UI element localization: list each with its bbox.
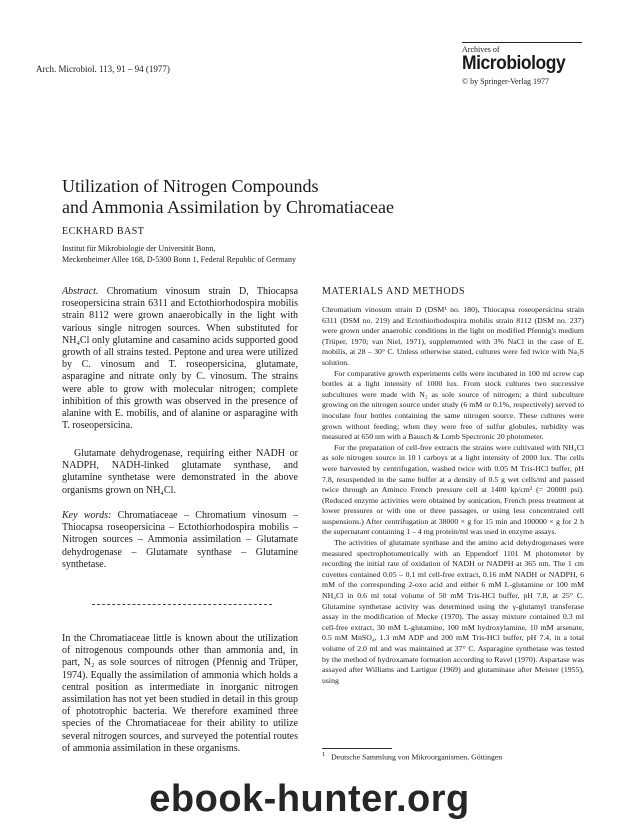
- copyright-notice: © by Springer-Verlag 1977: [462, 77, 550, 86]
- introduction: [62, 633, 298, 755]
- author-affiliation: [62, 243, 362, 265]
- title-line-1: Utilization of Nitrogen Compounds: [62, 176, 319, 196]
- footnote: [322, 751, 502, 762]
- keywords-label: Key words:: [62, 510, 112, 521]
- keywords-text: Chromatiaceae – Chromatium vinosum – Thiocapsa roseopersicina – Ectothiorhodospira mobilis – Nitrogen sources – Ammonia assimilation – Glutamate dehydrogenase – Glutamate synthase – Glutamine synthetase.: [62, 510, 298, 570]
- footnote-marker: 1: [322, 751, 326, 758]
- journal-logo: Microbiology: [462, 53, 566, 74]
- abstract-paragraph-1: Chromatium vinosum strain D, Thiocapsa roseopersicina strain 6311 and Ectothiorhodospira mobilis strain 8112 were grown anaerobically in the light with various single nitrogen sources. When substituted for NH₄Cl only glutamine and casamino acids supported good growth of all strains tested. Peptone and urea were utilized by C. vinosum and T. roseopersicina, glutamate, asparagine and nitrate only by C. vinosum. The strains were able to grow with molecular nitrogen; complete inhibition of this growth was observed in the presence of alanine with E. mobilis, and of alanine or asparagine with T. roseopersicina.: [62, 286, 299, 432]
- abstract-continued: [62, 448, 298, 497]
- journal-citation: Arch. Microbiol. 113, 91 – 94 (1977): [36, 64, 170, 74]
- abstract: [62, 286, 298, 432]
- keywords: [62, 510, 298, 571]
- introduction-paragraph: In the Chromatiaceae little is known about the utilization of nitrogenous compounds other than ammonia and, in part, N₂ as sole sources of nitrogen (Pfennig and Trüper, 1974). Equally the assimilation of ammonia which holds a central position as intermediate in inorganic nitrogen assimilation has not yet been studied in detail in this group of phototrophic bacteria. We therefore examined three species of the Chromatiaceae for their ability to utilize several nitrogen sources, and surveyed the potential routes of ammonia assimilation in these organisms.: [62, 633, 298, 754]
- methods-paragraph-2: For comparative growth experiments cells were incubated in 100 ml screw cap bottles at a light intensity of 1000 lux. From stock cultures two successive subcultures were made with N₂ as sole source of nitrogen; a third subculture growing on the nitrogen source under study (6 mM or 0.1%, respectively) served to inoculate four bottles containing the same nitrogen source. These cultures were grown without feeding; when they were free of sulfur globules, turbidity was measured at 650 nm with a Bausch & Lomb Spectronic 20 photometer.: [322, 368, 584, 442]
- journal-prefix: Archives of: [462, 45, 500, 54]
- author-name: ECKHARD BAST: [62, 226, 145, 237]
- abstract-label: Abstract.: [62, 286, 99, 297]
- methods-body: [322, 305, 584, 686]
- affiliation-line-2: Meckenheimer Allee 168, D-5300 Bonn 1, Federal Republic of Germany: [62, 255, 296, 264]
- section-heading: MATERIALS AND METHODS: [322, 286, 466, 297]
- footnote-rule: [322, 748, 392, 749]
- watermark: ebook-hunter.org: [149, 778, 470, 820]
- methods-paragraph-1: Chromatium vinosum strain D (DSM¹ no. 180), Thiocapsa roseopersicina strain 6311 (DSM no. 219) and Ectothiorhodospira mobilis strain 8112 (DSM no. 237) were grown under anaerobic conditions in the light on modified Pfennig's medium (Trüper, 1970; van Niel, 1971), supplemented with 3% NaCl in the case of E. mobilis, at 28 – 30° C. Unless otherwise stated, cultures were fed twice with Na₂S solution.: [322, 305, 584, 367]
- affiliation-line-1: Institut für Mikrobiologie der Universität Bonn,: [62, 244, 216, 253]
- methods-paragraph-4: The activities of glutamate synthase and the amino acid dehydrogenases were measured spectrophotometrically with an Eppendorf 1101 M photometer by recording the initial rate of oxidation of NADH or NADPH at 365 nm. The 1 cm cuvettes contained 0.05 – 0.1 ml cell-free extract, 0.16 mM NADH or NADPH, 6 mM of the corresponding 2-oxo acid and either 6 mM L-glutamine or 100 mM NH₄Cl in 0.6 ml total volume of 50 mM Tris-HCl buffer, pH 7.8, at 25° C. Glutamine synthetase activity was determined using the γ-glutamyl transferase assay in the modification of Mecke (1970). The assay mixture contained 0.3 ml cell-free extract, 30 mM L-glutamine, 100 mM hydroxylamine, 10 mM arsenate, 0.5 mM MnSO₄, 1.3 mM ADP and 200 mM Tris-HCl buffer, pH 7.4, in a total volume of 2.0 ml and was maintained at 37° C. Asparagine synthetase was tested by the method of hydroxamate formation according to Ravel (1970). Aspartase was assayed after Williams and Lartigue (1969) and glutaminase after Meister (1955), using: [322, 538, 584, 685]
- methods-paragraph-3: For the preparation of cell-free extracts the strains were cultivated with NH₄Cl as sole nitrogen source in 10 l carboys at a light intensity of 2000 lux. The cells were harvested by centrifugation, washed twice with 0.05 M Tris-HCl buffer, pH 7.8, resuspended in the same buffer at a density of 0.5 g wet cells/ml and passed twice through an Aminco French pressure cell at 1400 kp/cm² (= 20000 psi). (Reduced enzyme activities were obtained by sonication, French press treatment at lower pressures or with one or three passages, or using less concentrated cell suspensions.) After centrifugation at 38000 × g for 15 min and 100000 × g for 2 h the supernatant containing 1 – 4 mg protein/ml was used in enzyme assays.: [322, 442, 584, 537]
- article-title: [62, 176, 522, 218]
- masthead-rule: [462, 42, 582, 43]
- abstract-paragraph-2: Glutamate dehydrogenase, requiring either NADH or NADPH, NADH-linked glutamate synthase, and glutamine synthetase were demonstrated in the above organisms grown on NH₄Cl.: [62, 448, 298, 496]
- title-line-2: and Ammonia Assimilation by Chromatiaceae: [62, 197, 394, 217]
- journal-masthead: [462, 42, 582, 86]
- section-divider: [92, 604, 272, 605]
- footnote-text: Deutsche Sammlung von Mikroorganismen, Göttingen: [331, 752, 503, 762]
